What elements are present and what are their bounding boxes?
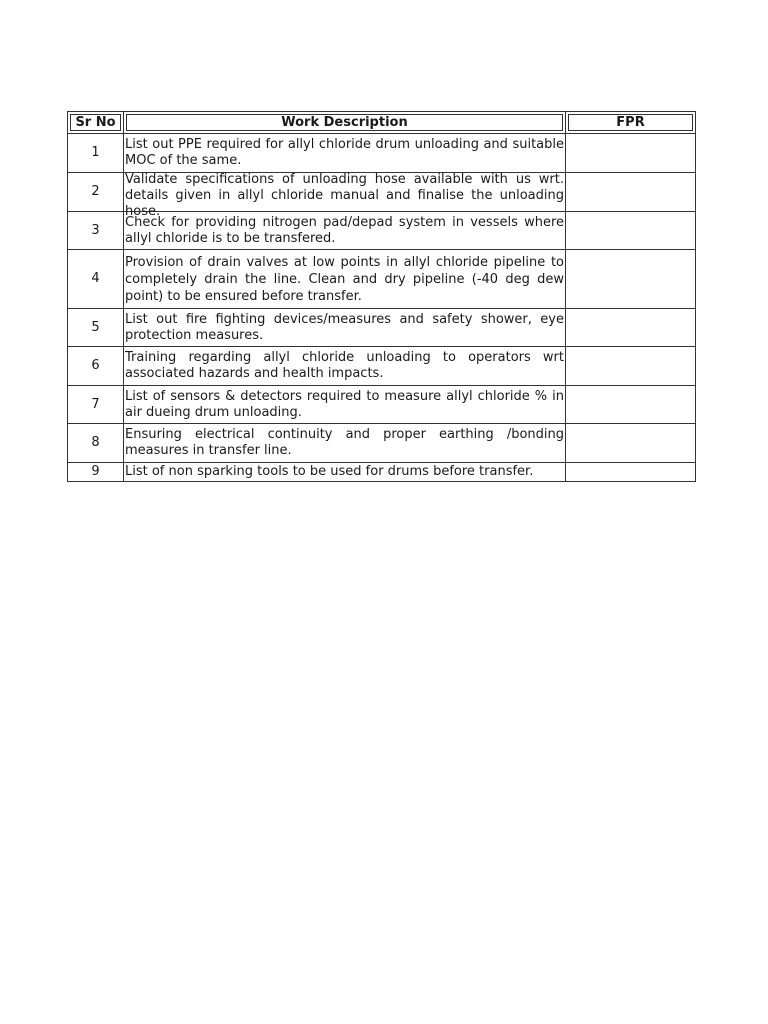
table-row (68, 424, 696, 463)
row-work-description (124, 386, 566, 424)
row-work-description (124, 250, 566, 309)
row-fpr-cell (566, 424, 696, 463)
row-work-description (124, 171, 566, 219)
row-sr-number: 2 (68, 173, 124, 212)
row-sr-number: 7 (68, 386, 124, 424)
row-sr-number: 3 (68, 212, 124, 250)
row-work-description-text: List of sensors & detectors required to measure allyl chloride % in air dueing drum unloading. (125, 388, 564, 420)
row-work-description (124, 347, 566, 386)
table-row (68, 347, 696, 386)
row-work-description-text: List out PPE required for allyl chloride drum unloading and suitable MOC of the same. (125, 137, 564, 168)
row-sr-number: 8 (68, 424, 124, 463)
row-fpr-cell (566, 173, 696, 212)
row-sr-number: 6 (68, 347, 124, 386)
row-fpr-cell (566, 309, 696, 347)
row-fpr-cell (566, 250, 696, 309)
column-header-work-description: Work Description (124, 112, 566, 134)
row-work-description-text: Validate specifications of unloading hose available with us wrt. details given in allyl chloride manual and finalise the unloading hose. (125, 171, 564, 219)
row-work-description-text: Provision of drain valves at low points in allyl chloride pipeline to completely drain the line. Clean and dry pipeline (-40 deg dew point) to be ensured before transfer. (125, 254, 564, 304)
row-sr-number: 1 (68, 134, 124, 173)
row-work-description (124, 212, 566, 250)
row-work-description (124, 424, 566, 463)
row-work-description (124, 309, 566, 347)
row-work-description (124, 134, 566, 173)
table-row (68, 309, 696, 347)
work-checklist-table (67, 111, 696, 482)
column-header-sr-no: Sr No (68, 112, 124, 134)
table-row (68, 173, 696, 212)
row-fpr-cell (566, 212, 696, 250)
row-work-description-text: List of non sparking tools to be used for drums before transfer. (125, 464, 534, 479)
row-work-description-text: Ensuring electrical continuity and proper earthing /bonding measures in transfer line. (125, 427, 564, 458)
row-sr-number: 5 (68, 309, 124, 347)
row-fpr-cell (566, 386, 696, 424)
table-row (68, 134, 696, 173)
row-work-description-text: Check for providing nitrogen pad/depad system in vessels where allyl chloride is to be transfered. (125, 214, 564, 246)
row-sr-number: 9 (68, 463, 124, 482)
row-work-description-text: List out fire fighting devices/measures and safety shower, eye protection measures. (125, 311, 564, 343)
row-fpr-cell (566, 134, 696, 173)
table-row (68, 212, 696, 250)
column-header-fpr: FPR (566, 112, 696, 134)
table-header-row (68, 112, 696, 134)
table-row (68, 386, 696, 424)
row-work-description (124, 463, 566, 482)
row-fpr-cell (566, 347, 696, 386)
row-work-description-text: Training regarding allyl chloride unloading to operators wrt associated hazards and health impacts. (125, 350, 564, 381)
row-sr-number: 4 (68, 250, 124, 309)
table-row (68, 250, 696, 309)
table-row (68, 463, 696, 482)
row-fpr-cell (566, 463, 696, 482)
